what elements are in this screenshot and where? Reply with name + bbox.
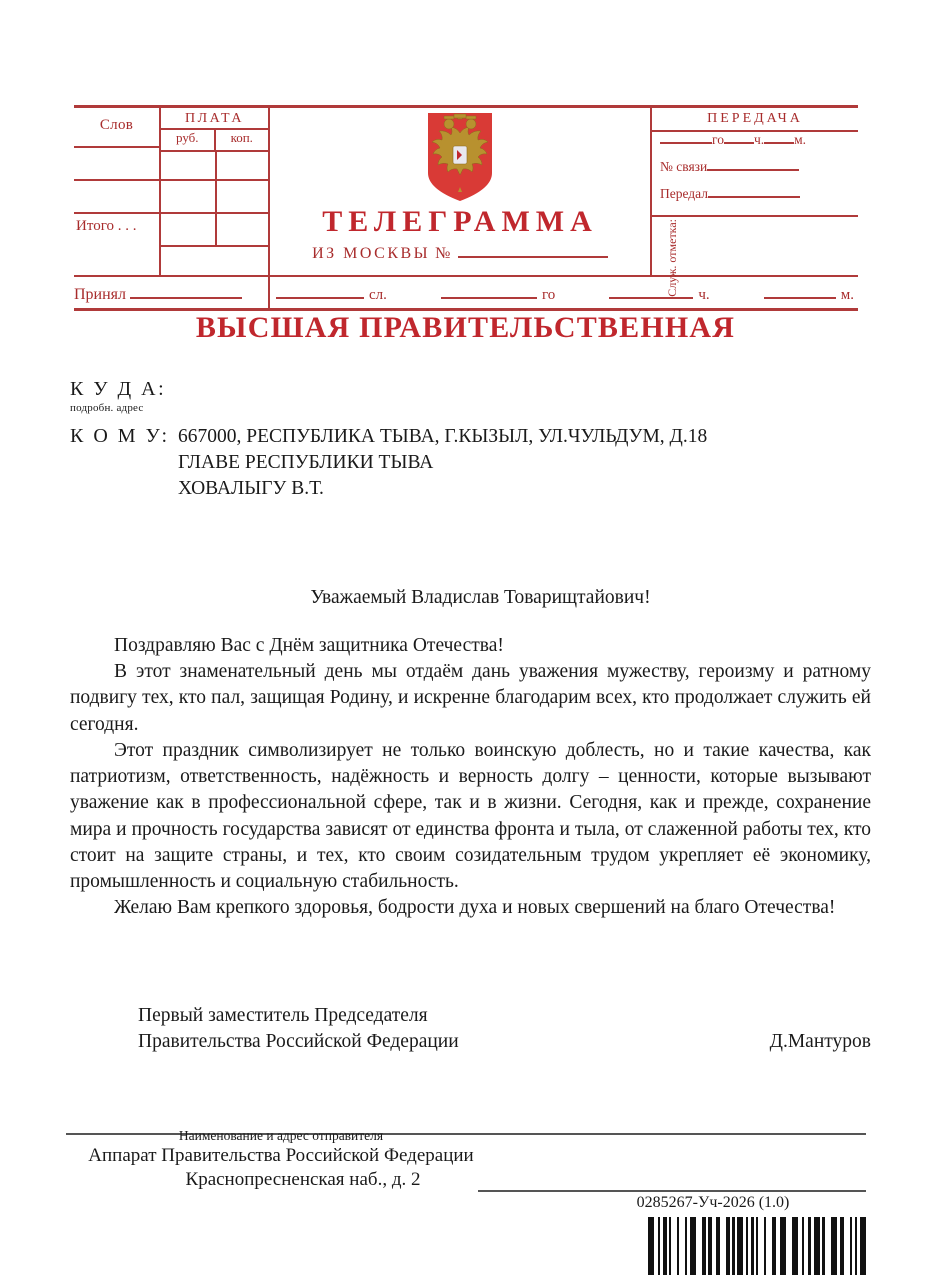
signer-title-line-1: Первый заместитель Председателя (138, 1005, 428, 1026)
document-barcode (648, 1217, 866, 1275)
signer-name: Д.Мантуров (769, 1031, 871, 1053)
origin-line (270, 245, 650, 263)
footer-blank-rule (478, 1190, 866, 1192)
connection-number-field[interactable] (707, 159, 799, 171)
origin-label: ИЗ МОСКВЫ (312, 245, 431, 262)
transfer-header: ПЕРЕДАЧА (652, 108, 858, 132)
payment-amount-column (159, 108, 270, 275)
priority-heading: ВЫСШАЯ ПРАВИТЕЛЬСТВЕННАЯ (195, 311, 736, 344)
kopecks-header: коп. (230, 130, 253, 145)
transfer-date-field[interactable] (660, 132, 712, 144)
received-by-field[interactable] (130, 284, 242, 299)
number-sign: № (435, 245, 453, 262)
words-rule-3 (74, 212, 159, 214)
payment-grid-row-2 (161, 212, 268, 214)
recipient-label: К О М У: (70, 425, 170, 447)
words-label: Слов (99, 117, 134, 133)
payment-grid (161, 152, 268, 248)
connection-number-row (652, 159, 858, 186)
connection-number-label: № связи (660, 159, 708, 174)
service-segment (276, 284, 387, 304)
recipient-address-line: 667000, РЕСПУБЛИКА ТЫВА, Г.КЫЗЫЛ, УЛ.ЧУЛЬДУМ, Д.18 (178, 426, 708, 447)
paragraph-4: Желаю Вам крепкого здоровья, бодрости духа и новых свершений на благо Отечества! (114, 897, 836, 919)
received-by-block (74, 277, 270, 308)
date-segment (441, 284, 555, 304)
received-by-label: Принял (74, 286, 127, 303)
russian-coat-of-arms-icon (424, 111, 496, 203)
reception-minute-field[interactable] (764, 284, 836, 299)
service-field[interactable] (276, 284, 364, 299)
salutation: Уважаемый Владислав Товарищтайович! (310, 587, 651, 608)
sender-operator-field[interactable] (708, 186, 800, 198)
total-label: Итого . . . (76, 218, 137, 234)
paragraph-1: Поздравляю Вас с Днём защитника Отечества! (114, 635, 504, 656)
service-mark-line-2: отметка: (665, 219, 679, 263)
reception-date-field[interactable] (441, 284, 537, 299)
words-column (74, 108, 159, 275)
payment-grid-row-1 (161, 179, 268, 181)
telegram-number-field[interactable] (458, 245, 608, 258)
detailed-address-caption: подробн. адрес (70, 402, 144, 414)
hour-segment (609, 284, 709, 304)
transfer-minute-field[interactable] (764, 132, 794, 144)
service-mark-area (652, 217, 858, 297)
sender-operator-row (652, 186, 858, 213)
sender-block (66, 1128, 496, 1193)
transfer-time-row (652, 132, 858, 159)
reception-minute-label: м. (840, 287, 854, 303)
reception-hour-label: ч. (698, 287, 710, 303)
payment-header: ПЛАТА (161, 108, 268, 130)
words-rule-1 (74, 146, 159, 148)
signer-title (70, 1003, 459, 1055)
sender-organization (66, 1144, 496, 1193)
service-label: сл. (369, 287, 387, 303)
document-number: 0285267-Уч-2026 (1.0) (636, 1194, 790, 1211)
address-block (70, 378, 870, 502)
form-bottom-row (74, 277, 858, 311)
recipient-lines (178, 424, 707, 502)
telegram-header-form (74, 105, 858, 311)
sender-operator-label: Передал (660, 186, 709, 201)
telegram-title-block (270, 108, 650, 275)
telegram-title: ТЕЛЕГРАММА (322, 205, 598, 238)
letter-body (70, 633, 871, 921)
payment-grid-divider (215, 152, 217, 245)
paragraph-2: В этот знаменательный день мы отдаём дань уважения мужеству, героизму и ратному подвигу тех, кто пал, защищая Родину, и искренне благодарим всех, кто продолжает служить ей сегодня. (70, 661, 871, 735)
rubles-header: руб. (161, 130, 216, 150)
transfer-hour-field[interactable] (724, 132, 754, 144)
recipient-row (70, 424, 870, 502)
recipient-position-line: ГЛАВЕ РЕСПУБЛИКИ ТЫВА (178, 451, 434, 473)
transfer-hour-label: ч. (753, 132, 765, 147)
transfer-minute-label: м. (794, 132, 807, 147)
payment-block (74, 108, 270, 275)
transfer-block (650, 108, 858, 297)
words-rule-2 (74, 179, 159, 181)
minute-segment (764, 284, 854, 304)
signer-title-line-2: Правительства Российской Федерации (138, 1031, 459, 1053)
reception-hour-field[interactable] (609, 284, 693, 299)
reception-go-label: го (541, 287, 556, 303)
signature-block (70, 1003, 871, 1055)
sender-org-line-2: Краснопресненская наб., д. 2 (185, 1169, 421, 1191)
transfer-go-label: го (712, 132, 724, 147)
sender-org-line-1: Аппарат Правительства Российской Федерации (88, 1145, 474, 1166)
paragraph-3: Этот праздник символизирует не только воинскую доблесть, но и такие качества, как патриотизм, ответственность, надёжность и верность долгу – ценности, которые вызывают уважение как в профессиональной сфере, так и в жизни. Сегодня, как и прежде, сохранение мира и прочность государства зависят от единства фронта и тыла, от слаженной работы тех, кто стоит на защите страны, и тех, кто своим созидательным трудом укрепляет её экономику, промышленность и социальную стабильность. (70, 739, 871, 892)
payment-grid-row-3 (161, 245, 268, 247)
sender-caption: Наименование и адрес отправителя (178, 1128, 384, 1143)
destination-label: К У Д А: (70, 378, 167, 400)
recipient-name-line: ХОВАЛЫГУ В.Т. (178, 477, 324, 499)
currency-header-row (161, 130, 268, 152)
service-mark-line-1: Служ. (665, 265, 679, 297)
reception-time-block (270, 277, 858, 304)
